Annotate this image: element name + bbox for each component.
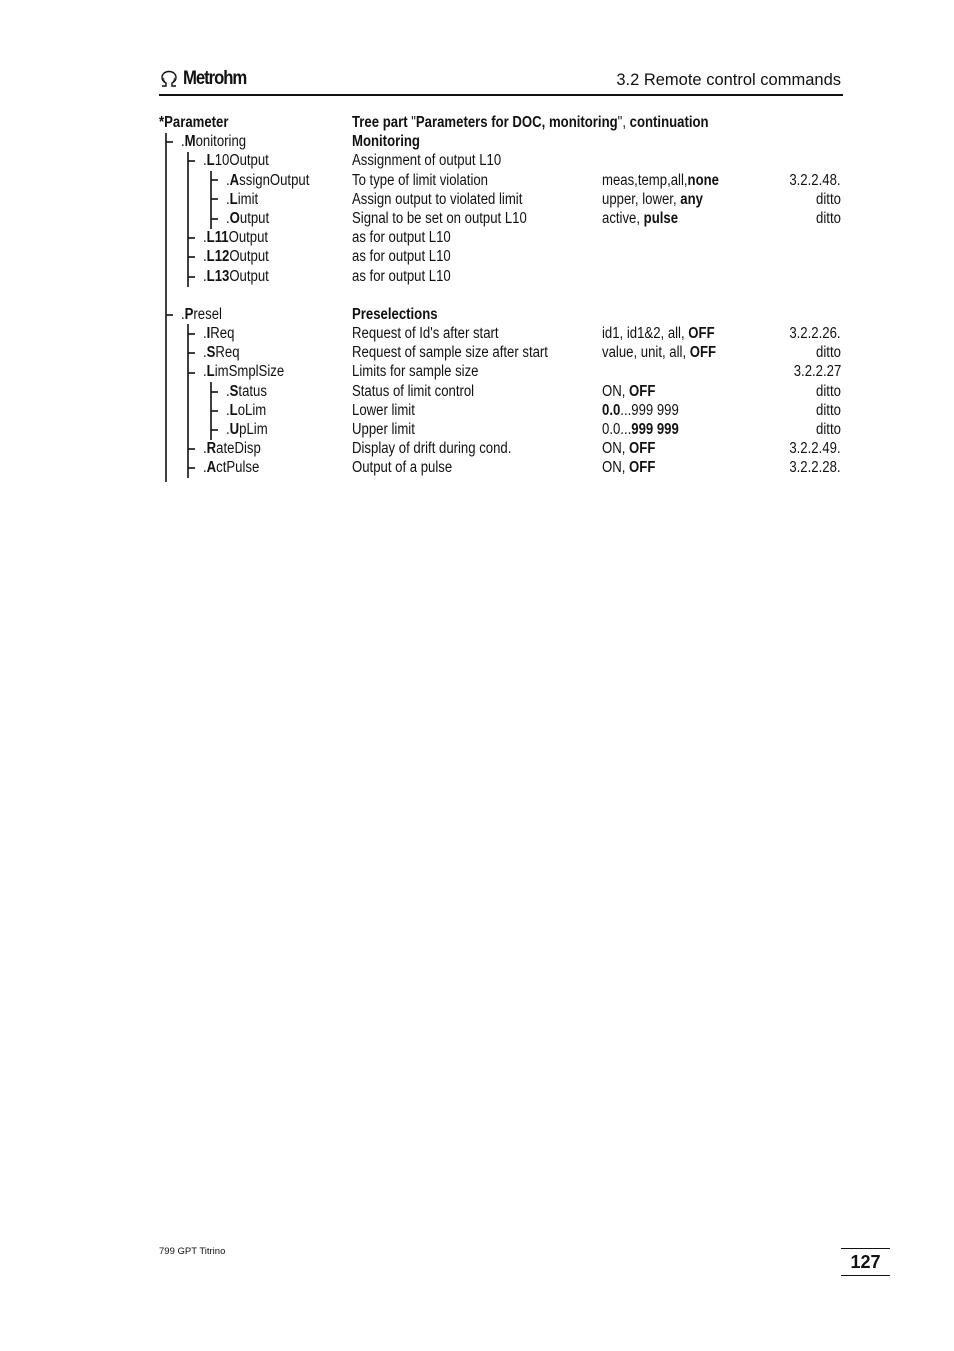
command-description [352, 401, 415, 420]
command-description [352, 247, 451, 266]
section-title: 3.2 Remote control commands [616, 71, 841, 89]
text-run: Display of drift during cond. [352, 440, 512, 458]
text-run: onitoring [195, 133, 247, 151]
text-run: L12 [206, 248, 230, 266]
section-reference: ditto [816, 421, 841, 438]
command-description [352, 190, 522, 209]
text-run: imit [237, 190, 259, 208]
text-run: ...999 999 [620, 401, 679, 419]
table-row [159, 171, 843, 190]
command-values [602, 209, 678, 228]
text-run: Request of sample size after start [352, 344, 548, 362]
page-number-box [841, 1248, 890, 1276]
text-run: pulse [643, 209, 679, 227]
text-run: ", [617, 114, 630, 131]
text-run: none [687, 171, 719, 189]
section-reference: ditto [816, 401, 841, 419]
metrohm-logo [159, 66, 255, 92]
command-name [203, 247, 269, 266]
text-run: 0.0 [602, 401, 621, 419]
text-run: U [229, 421, 240, 438]
command-values [602, 458, 655, 477]
text-run: . [203, 363, 207, 381]
command-name [203, 151, 269, 170]
text-run: S [206, 344, 216, 362]
command-name [181, 305, 222, 324]
command-description [352, 171, 488, 190]
text-run: ON, [602, 440, 630, 458]
command-description [352, 132, 420, 151]
text-run: Assign output to violated limit [352, 190, 523, 208]
command-name [203, 362, 284, 381]
text-run: Preselections [352, 305, 438, 323]
text-run: any [680, 190, 703, 208]
command-description [352, 305, 438, 324]
text-run: OFF [629, 440, 656, 458]
text-run: ateDisp [216, 440, 261, 458]
table-row [159, 209, 843, 228]
section-reference: ditto [816, 382, 841, 400]
text-run: . [203, 267, 207, 285]
section-reference: 3.2.2.28. [789, 459, 841, 477]
text-run: R [206, 440, 217, 458]
text-run: continuation [629, 114, 709, 131]
command-name [226, 382, 267, 401]
text-run: upper, lower, [602, 190, 681, 208]
text-run: . [203, 459, 207, 477]
text-run: . [226, 209, 230, 227]
text-run: 0.0... [602, 421, 632, 438]
logo-text: Metrohm [183, 68, 247, 89]
text-run: 999 999 [631, 421, 679, 438]
command-name [203, 458, 259, 477]
footer-product: 799 GPT Titrino [159, 1246, 226, 1257]
text-run: . [203, 248, 207, 266]
table-row [159, 267, 843, 286]
text-run: To type of limit violation [352, 171, 489, 189]
table-body [159, 113, 843, 478]
text-run: OFF [689, 344, 717, 362]
command-description [352, 362, 478, 381]
text-run: Limits for sample size [352, 363, 479, 381]
table-row [159, 420, 843, 439]
text-run: L [229, 401, 238, 419]
text-run: value, unit, all, [602, 344, 690, 362]
text-run: Tree part [352, 114, 412, 131]
section-reference: 3.2.2.26. [789, 325, 841, 343]
text-run: S [229, 382, 239, 400]
section-reference: ditto [816, 344, 841, 362]
text-run: . [203, 344, 207, 362]
text-run: as for output L10 [352, 229, 451, 247]
command-name [181, 132, 246, 151]
text-run: id1, id1&2, all, [602, 325, 689, 343]
text-run: O [229, 209, 240, 227]
text-run: Output [229, 267, 269, 285]
command-description [352, 113, 709, 132]
text-run: " [411, 114, 416, 131]
table-row [159, 132, 843, 151]
command-description [352, 209, 527, 228]
section-reference: 3.2.2.27 [793, 363, 841, 381]
text-run: . [203, 325, 207, 343]
command-name [226, 420, 268, 439]
text-run: Upper limit [352, 421, 415, 438]
text-run: L [206, 152, 215, 170]
command-values [602, 324, 715, 343]
text-run: A [206, 459, 217, 477]
text-run: Signal to be set on output L10 [352, 209, 527, 227]
text-run: ON, [602, 382, 630, 400]
command-name [203, 267, 269, 286]
table-row [159, 362, 843, 381]
text-run: OFF [629, 382, 656, 400]
text-run: M [184, 133, 196, 151]
text-run: Monitoring [352, 133, 420, 151]
text-run: meas,temp,all, [602, 171, 688, 189]
text-run: . [203, 440, 207, 458]
text-run: OFF [629, 459, 656, 477]
text-run: . [203, 229, 207, 247]
text-run: ssignOutput [239, 171, 310, 189]
text-run: oLim [237, 401, 267, 419]
table-row [159, 458, 843, 477]
text-run: 10Output [214, 152, 269, 170]
text-run: L [229, 190, 238, 208]
table-row [159, 401, 843, 420]
text-run: L13 [206, 267, 230, 285]
text-run: L11 [206, 229, 229, 247]
text-run: L [206, 363, 215, 381]
text-run: resel [193, 305, 222, 323]
omega-icon [159, 70, 179, 88]
text-run: . [226, 401, 230, 419]
command-description [352, 420, 415, 439]
text-run: Status of limit control [352, 382, 475, 400]
command-description [352, 343, 548, 362]
table-row [159, 151, 843, 170]
text-run: Output of a pulse [352, 459, 453, 477]
text-run: . [181, 305, 185, 323]
text-run: . [226, 190, 230, 208]
table-row [159, 286, 843, 305]
text-run: as for output L10 [352, 267, 451, 285]
text-run: Req [210, 325, 235, 343]
text-run: *Parameter [159, 114, 229, 131]
table-row [159, 439, 843, 458]
command-name [159, 113, 228, 132]
text-run: imSmplSize [214, 363, 285, 381]
table-row [159, 382, 843, 401]
command-values [602, 420, 679, 439]
text-run: Output [228, 229, 269, 247]
table-row [159, 305, 843, 324]
text-run: Request of Id's after start [352, 325, 499, 343]
command-name [203, 343, 240, 362]
text-run: I [206, 325, 211, 343]
command-name [203, 439, 261, 458]
table-row [159, 324, 843, 343]
command-description [352, 267, 451, 286]
command-description [352, 458, 452, 477]
text-run: Assignment of output L10 [352, 152, 502, 170]
table-row [159, 113, 843, 132]
command-values [602, 190, 703, 209]
section-reference: ditto [816, 190, 841, 208]
text-run: P [184, 305, 194, 323]
command-description [352, 324, 499, 343]
command-description [352, 228, 451, 247]
table-row [159, 343, 843, 362]
command-description [352, 151, 501, 170]
text-run: Output [229, 248, 269, 266]
text-run: A [229, 171, 240, 189]
command-values [602, 382, 655, 401]
command-name [226, 190, 258, 209]
command-name [203, 228, 268, 247]
text-run: ON, [602, 459, 630, 477]
command-description [352, 439, 511, 458]
text-run: ctPulse [216, 459, 260, 477]
text-run: Parameters for DOC, monitoring [415, 114, 618, 131]
command-values [602, 343, 716, 362]
text-run: utput [239, 209, 270, 227]
command-values [602, 171, 719, 190]
command-name [226, 171, 309, 190]
command-description [352, 382, 474, 401]
command-name [226, 209, 269, 228]
command-values [602, 401, 679, 420]
table-row [159, 247, 843, 266]
page-number: 127 [850, 1252, 881, 1272]
text-run: . [226, 382, 230, 400]
text-run: . [203, 152, 207, 170]
section-reference: 3.2.2.48. [789, 171, 841, 189]
page-header [159, 64, 843, 96]
text-run: . [181, 133, 185, 151]
text-run: . [226, 171, 230, 189]
table-row [159, 190, 843, 209]
command-values [602, 439, 655, 458]
table-row [159, 228, 843, 247]
text-run: tatus [238, 382, 267, 400]
command-tree-table [159, 113, 843, 478]
command-name [203, 324, 234, 343]
command-name [226, 401, 266, 420]
section-reference: ditto [816, 209, 841, 227]
text-run: OFF [688, 325, 715, 343]
text-run: Req [215, 344, 240, 362]
text-run: active, [602, 209, 644, 227]
section-reference: 3.2.2.49. [789, 440, 841, 458]
text-run: Lower limit [352, 401, 415, 419]
text-run: pLim [239, 421, 268, 438]
text-run: as for output L10 [352, 248, 451, 266]
text-run: . [226, 421, 230, 438]
